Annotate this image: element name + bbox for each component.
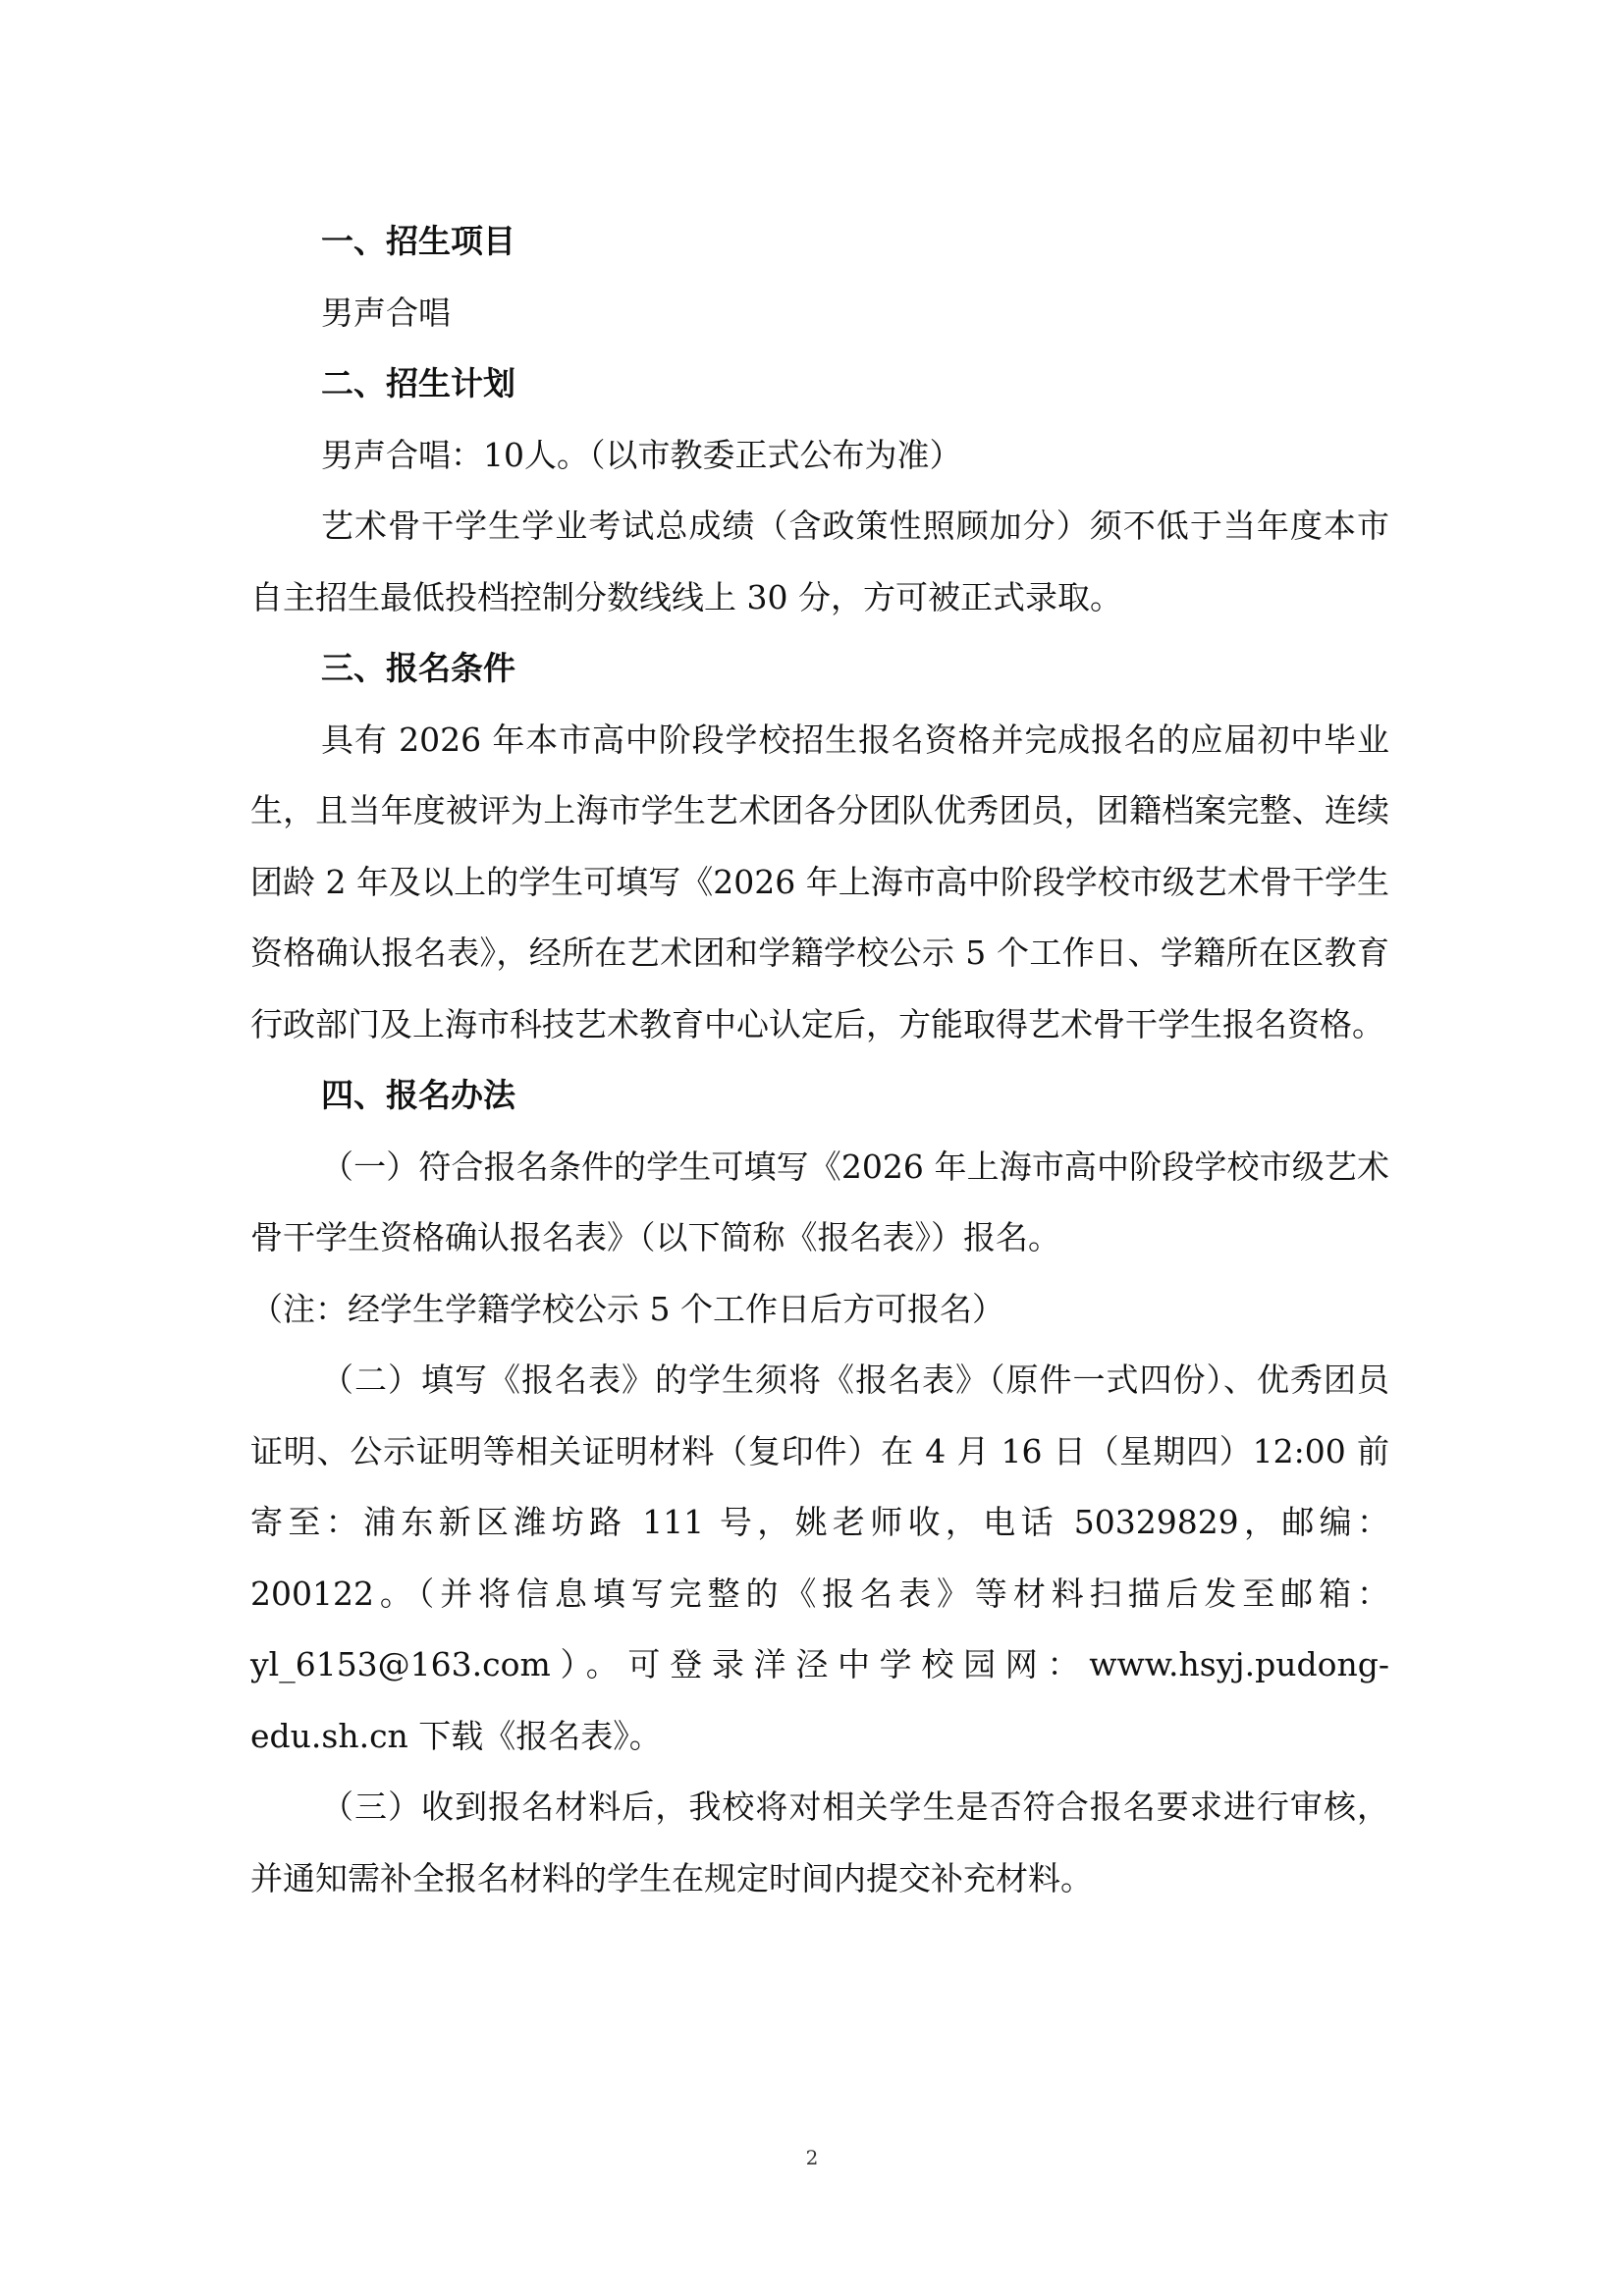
section-heading-registration-method: 四、报名办法 [321, 1076, 515, 1114]
page-number: 2 [805, 2146, 819, 2169]
document-body [250, 206, 1389, 1914]
paragraph-plan-quota: 男声合唱：10人。（以市教委正式公布为准） [321, 435, 962, 474]
paragraph-registration-step-3: （三）收到报名材料后，我校将对相关学生是否符合报名要求进行审核，并通知需补全报名材料的学生在规定时间内提交补充材料。 [250, 1788, 1389, 1897]
paragraph-score-requirement: 艺术骨干学生学业考试总成绩（含政策性照顾加分）须不低于当年度本市自主招生最低投档控制分数线线上 30 分，方可被正式录取。 [250, 507, 1389, 616]
paragraph-registration-step-2: （二）填写《报名表》的学生须将《报名表》（原件一式四份）、优秀团员证明、公示证明等相关证明材料（复印件）在 4 月 16 日（星期四）12:00 前寄至：浦东新区潍坊路 111 号，姚老师收，电话 50329829，邮编：200122。（并将信息填写完整的《报名表》等材料扫描后发至邮箱：yl_6153@163.com）。可登录洋泾中学校园网：www.hsyj.pudong-edu.sh.cn 下载《报名表》。 [250, 1361, 1389, 1755]
paragraph-registration-step-1: （一）符合报名条件的学生可填写《2026 年上海市高中阶段学校市级艺术骨干学生资格确认报名表》（以下简称《报名表》）报名。 [250, 1147, 1389, 1256]
paragraph-eligibility: 具有 2026 年本市高中阶段学校招生报名资格并完成报名的应届初中毕业生，且当年度被评为上海市学生艺术团各分团队优秀团员，团籍档案完整、连续团龄 2 年及以上的学生可填写《2026 年上海市高中阶段学校市级艺术骨干学生资格确认报名表》，经所在艺术团和学籍学校公示 5 个工作日、学籍所在区教育行政部门及上海市科技艺术教育中心认定后，方能取得艺术骨干学生报名资格。 [250, 720, 1389, 1043]
paragraph-program: 男声合唱 [321, 293, 451, 332]
paragraph-registration-note: （注：经学生学籍学校公示 5 个工作日后方可报名） [250, 1289, 1004, 1328]
section-heading-eligibility: 三、报名条件 [321, 649, 515, 687]
section-heading-enrollment-program: 一、招生项目 [321, 222, 515, 260]
section-heading-enrollment-plan: 二、招生计划 [321, 364, 515, 402]
